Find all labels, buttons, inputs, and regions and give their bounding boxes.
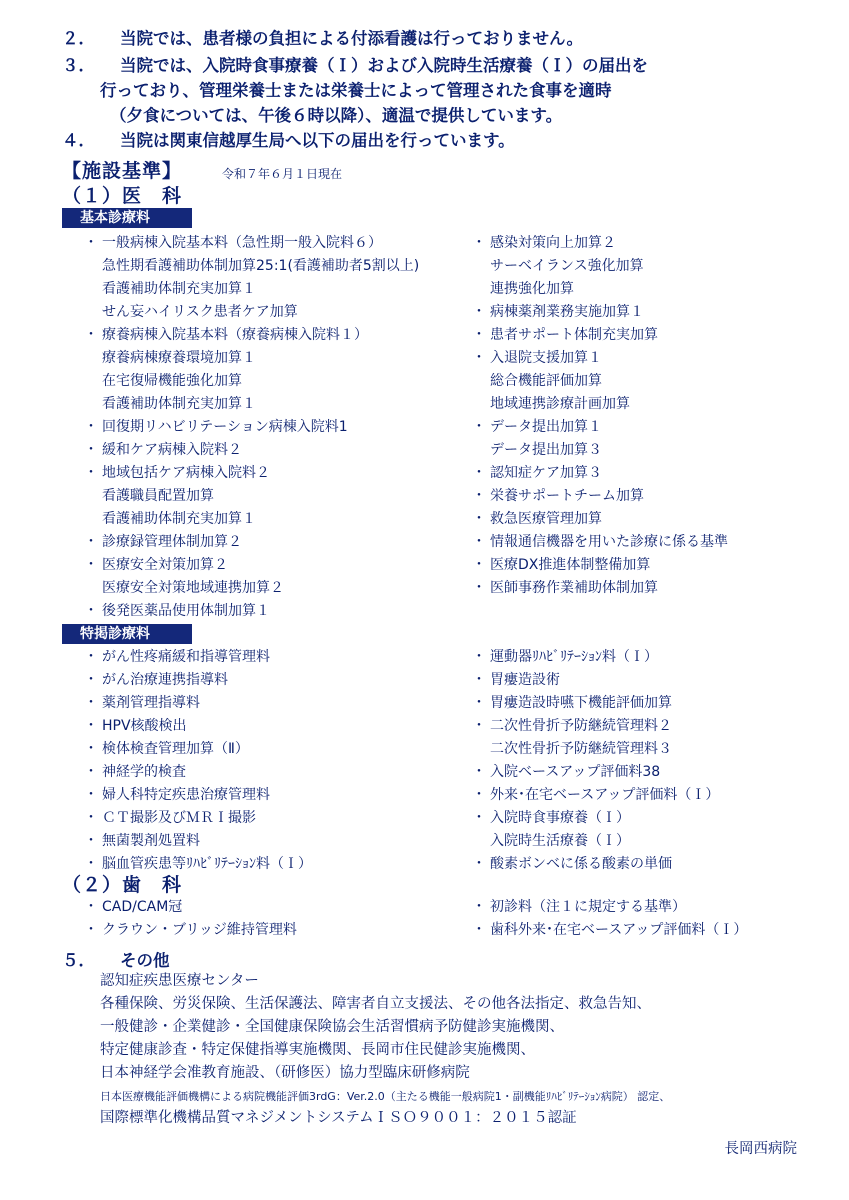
list-item-text: 看護職員配置加算 [102, 488, 214, 504]
bullet-icon: ・ [472, 350, 486, 366]
list-item-text: 情報通信機器を用いた診療に係る基準 [490, 534, 728, 550]
bullet-icon: ・ [472, 922, 486, 938]
list-item-text: 初診料（注１に規定する基準） [490, 899, 686, 915]
bullet-icon: ・ [472, 718, 486, 734]
list-item [470, 784, 719, 807]
list-item-text: 療養病棟療養環境加算１ [102, 350, 256, 366]
list-item [470, 830, 719, 853]
list-item-text: がん性疼痛緩和指導管理料 [102, 649, 270, 665]
other-line-4: 特定健康診査・特定保健指導実施機関、長岡市住民健診実施機関、 [100, 1042, 535, 1058]
list-item-text: 歯科外来･在宅ベースアップ評価料（Ｉ） [490, 922, 748, 938]
bullet-icon: ・ [472, 419, 486, 435]
bullet-icon: ・ [472, 327, 486, 343]
list-item-text: 認知症ケア加算３ [490, 465, 602, 481]
list-item [82, 347, 419, 370]
list-item [82, 508, 419, 531]
list-item [82, 830, 312, 853]
list-item [470, 278, 728, 301]
list-item [82, 462, 419, 485]
list-item [470, 485, 728, 508]
list-item-text: 薬剤管理指導料 [102, 695, 200, 711]
list-item-text: 医師事務作業補助体制加算 [490, 580, 658, 596]
list-item-text: 医療DX推進体制整備加算 [490, 557, 651, 573]
list-item-text: 病棟薬剤業務実施加算１ [490, 304, 644, 320]
item-text: 当院では、患者様の負担による付添看護は行っておりません。 [120, 29, 583, 48]
list-item-text: 感染対策向上加算２ [490, 235, 616, 251]
bullet-icon: ・ [472, 810, 486, 826]
item-number: ３． [62, 56, 95, 75]
bullet-icon: ・ [472, 899, 486, 915]
list-item-text: 入院時食事療養（Ｉ） [490, 810, 630, 826]
list-item [470, 554, 728, 577]
bullet-icon: ・ [84, 787, 98, 803]
list-item [470, 347, 728, 370]
list-item-text: 二次性骨折予防継続管理料２ [490, 718, 672, 734]
list-item [470, 439, 728, 462]
list-item-text: クラウン・ブリッジ維持管理料 [102, 922, 297, 938]
bullet-icon: ・ [84, 856, 98, 872]
bullet-icon: ・ [84, 922, 98, 938]
list-item-text: 看護補助体制充実加算１ [102, 281, 256, 297]
bullet-icon: ・ [84, 695, 98, 711]
list-item [82, 577, 419, 600]
other-small-line [100, 1085, 670, 1108]
list-item [82, 669, 312, 692]
bullet-icon: ・ [84, 534, 98, 550]
list-item-text: 救急医療管理加算 [490, 511, 602, 527]
list-item [82, 646, 312, 669]
list-item [82, 807, 312, 830]
item-number: ４． [62, 131, 95, 150]
facility-title: 【施設基準】 [62, 160, 183, 182]
bullet-icon: ・ [472, 557, 486, 573]
list-item-text: 外来･在宅ベースアップ評価料（Ｉ） [490, 787, 720, 803]
list-item [82, 255, 419, 278]
list-item [470, 462, 728, 485]
item-text: 当院は関東信越厚生局へ以下の届出を行っています。 [120, 131, 515, 150]
list-item [470, 761, 719, 784]
list-item-text: がん治療連携指導料 [102, 672, 228, 688]
list-item [82, 301, 419, 324]
bullet-icon: ・ [472, 534, 486, 550]
list-item [82, 370, 419, 393]
list-item-text: 検体検査管理加算（Ⅱ） [102, 741, 249, 757]
basic-fee-left-list [82, 232, 419, 623]
list-item-text: 胃瘻造設術 [490, 672, 560, 688]
bullet-icon: ・ [84, 764, 98, 780]
list-item [82, 919, 297, 942]
list-item-text: 在宅復帰機能強化加算 [102, 373, 242, 389]
list-item [470, 715, 719, 738]
bullet-icon: ・ [472, 787, 486, 803]
dental-right-list [470, 896, 747, 942]
list-item-text: 看護補助体制充実加算１ [102, 396, 256, 412]
list-item [82, 278, 419, 301]
bullet-icon: ・ [472, 695, 486, 711]
list-item [82, 485, 419, 508]
list-item-text: 看護補助体制充実加算１ [102, 511, 256, 527]
list-item [82, 416, 419, 439]
bullet-icon: ・ [84, 327, 98, 343]
bullet-icon: ・ [84, 465, 98, 481]
list-item [82, 554, 419, 577]
item-3-line-2: 行っており、管理栄養士または栄養士によって管理された食事を適時 [100, 81, 612, 100]
list-item [470, 919, 747, 942]
list-item-text: 診療録管理体制加算２ [102, 534, 242, 550]
list-item [82, 324, 419, 347]
bullet-icon: ・ [472, 856, 486, 872]
basic-fee-bar: 基本診療料 [62, 208, 192, 228]
list-item-text: 胃瘻造設時嚥下機能評価加算 [490, 695, 672, 711]
bullet-icon: ・ [84, 442, 98, 458]
bullet-icon: ・ [472, 764, 486, 780]
item-number: ５． [62, 951, 95, 970]
bullet-icon: ・ [84, 810, 98, 826]
list-item [82, 761, 312, 784]
list-item [82, 439, 419, 462]
other-line-1: 認知症疾患医療センター [100, 973, 259, 989]
bullet-icon: ・ [84, 899, 98, 915]
list-item [470, 896, 747, 919]
list-item-text: 栄養サポートチーム加算 [490, 488, 644, 504]
list-item-text: 運動器ﾘﾊﾋﾞﾘﾃｰｼｮﾝ料（Ｉ） [490, 649, 658, 665]
list-item-text: 総合機能評価加算 [490, 373, 602, 389]
item-2 [62, 28, 583, 50]
list-item-text: 脳血管疾患等ﾘﾊﾋﾞﾘﾃｰｼｮﾝ料（Ｉ） [102, 856, 312, 872]
bullet-icon: ・ [84, 672, 98, 688]
other-line-2: 各種保険、労災保険、生活保護法、障害者自立支援法、その他各法指定、救急告知、 [100, 996, 651, 1012]
list-item-text: 一般病棟入院基本料（急性期一般入院料６） [102, 235, 382, 251]
list-item [470, 531, 728, 554]
list-item [82, 738, 312, 761]
bullet-icon: ・ [84, 833, 98, 849]
list-item [82, 393, 419, 416]
list-item [82, 784, 312, 807]
bullet-icon: ・ [472, 511, 486, 527]
list-item-text: 酸素ボンベに係る酸素の単価 [490, 856, 672, 872]
bullet-icon: ・ [84, 557, 98, 573]
bullet-icon: ・ [84, 718, 98, 734]
list-item [470, 393, 728, 416]
dental-heading: （２）歯 科 [62, 874, 183, 896]
list-item-text: 入院ベースアップ評価料38 [490, 764, 661, 780]
list-item-text: 二次性骨折予防継続管理料３ [490, 741, 672, 757]
facility-date: 令和７年６月１日現在 [222, 167, 343, 181]
list-item-text: 療養病棟入院基本料（療養病棟入院料１） [102, 327, 368, 343]
list-item-text: 医療安全対策地域連携加算２ [102, 580, 284, 596]
item-4 [62, 130, 515, 152]
list-item [470, 807, 719, 830]
item-text: 当院では、入院時食事療養（Ｉ）および入院時生活療養（Ｉ）の届出を [120, 56, 648, 75]
item-3-line-3: （夕食については、午後６時以降）、適温で提供しています。 [110, 106, 563, 125]
list-item-text: 入院時生活療養（Ｉ） [490, 833, 630, 849]
bullet-icon: ・ [84, 235, 98, 251]
bullet-icon: ・ [472, 649, 486, 665]
other-line-3: 一般健診・企業健診・全国健康保険協会生活習慣病予防健診実施機関、 [100, 1019, 564, 1035]
list-item-text: 医療安全対策加算２ [102, 557, 228, 573]
list-item [470, 232, 728, 255]
list-item [470, 692, 719, 715]
list-item-text: 地域包括ケア病棟入院料２ [102, 465, 270, 481]
list-item-text: 入退院支援加算１ [490, 350, 602, 366]
list-item-text: CAD/CAM冠 [102, 899, 183, 915]
list-item-text: 神経学的検査 [102, 764, 186, 780]
list-item-text: データ提出加算１ [490, 419, 602, 435]
list-item [470, 301, 728, 324]
list-item [82, 232, 419, 255]
list-item [470, 577, 728, 600]
list-item-text: 地域連携診療計画加算 [490, 396, 630, 412]
special-fee-bar: 特掲診療料 [62, 624, 192, 644]
special-fee-left-list [82, 646, 312, 876]
list-item-text: 連携強化加算 [490, 281, 574, 297]
other-line-5: 日本神経学会准教育施設、（研修医）協力型臨床研修病院 [100, 1065, 470, 1081]
item-3 [62, 55, 648, 77]
list-item [470, 324, 728, 347]
list-item [82, 715, 312, 738]
bullet-icon: ・ [472, 304, 486, 320]
iso-line: 国際標準化機構品質マネジメントシステムＩＳＯ９００１：２０１５認証 [100, 1110, 577, 1126]
list-item [82, 896, 297, 919]
bullet-icon: ・ [472, 465, 486, 481]
list-item [82, 692, 312, 715]
list-item-text: データ提出加算３ [490, 442, 602, 458]
bullet-icon: ・ [84, 649, 98, 665]
list-item [82, 600, 419, 623]
bullet-icon: ・ [84, 603, 98, 619]
list-item [470, 255, 728, 278]
list-item-text: 急性期看護補助体制加算25:1(看護補助者5割以上) [102, 258, 420, 274]
list-item-text: 後発医薬品使用体制加算１ [102, 603, 270, 619]
list-item-text: 患者サポート体制充実加算 [490, 327, 658, 343]
list-item [470, 416, 728, 439]
hospital-name: 長岡西病院 [724, 1141, 797, 1157]
list-item-text: ＣＴ撮影及びＭＲＩ撮影 [102, 810, 256, 826]
list-item [470, 669, 719, 692]
bullet-icon: ・ [84, 419, 98, 435]
item-number: ２． [62, 29, 95, 48]
bullet-icon: ・ [84, 741, 98, 757]
list-item-text: せん妄ハイリスク患者ケア加算 [102, 304, 298, 320]
list-item-text: 無菌製剤処置料 [102, 833, 200, 849]
list-item-text: HPV核酸検出 [102, 718, 187, 734]
bullet-icon: ・ [472, 672, 486, 688]
item-text: その他 [120, 951, 170, 970]
list-item [470, 738, 719, 761]
special-fee-right-list [470, 646, 719, 876]
list-item [470, 646, 719, 669]
bullet-icon: ・ [472, 488, 486, 504]
basic-fee-right-list [470, 232, 728, 600]
bullet-icon: ・ [472, 235, 486, 251]
list-item [82, 531, 419, 554]
list-item [470, 370, 728, 393]
list-item [470, 508, 728, 531]
bullet-icon: ・ [472, 580, 486, 596]
dental-left-list [82, 896, 297, 942]
item-5 [62, 950, 170, 972]
medical-heading: （１）医 科 [62, 185, 183, 207]
list-item-text: サーベイランス強化加算 [490, 258, 644, 274]
list-item-text: 婦人科特定疾患治療管理料 [102, 787, 270, 803]
accreditation-text: 日本医療機能評価機構による病院機能評価3rdG：Ver.2.0（主たる機能一般病院1・副機能ﾘﾊﾋﾞﾘﾃｰｼｮﾝ病院） 認定、 [100, 1090, 671, 1103]
list-item-text: 回復期リハビリテーション病棟入院料1 [102, 419, 348, 435]
list-item-text: 緩和ケア病棟入院料２ [102, 442, 242, 458]
list-item [470, 853, 719, 876]
